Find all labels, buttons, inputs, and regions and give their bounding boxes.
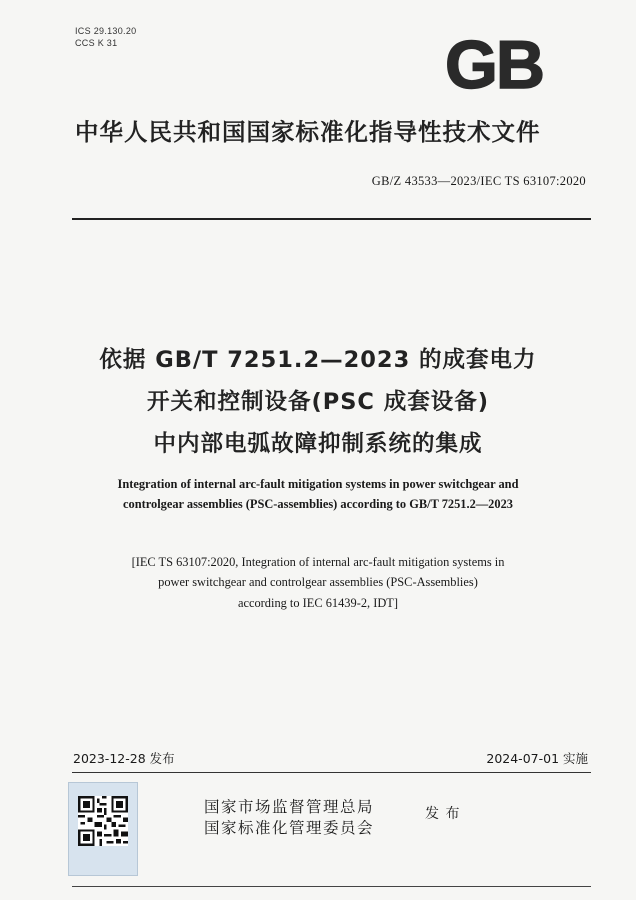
bottom-divider bbox=[72, 886, 591, 887]
gb-logo bbox=[428, 32, 560, 100]
issue-action: 发 布 bbox=[425, 806, 461, 822]
verification-qr-label bbox=[68, 782, 138, 876]
reference-line: [IEC TS 63107:2020, Integration of internal arc-fault mitigation systems in bbox=[131, 555, 505, 569]
reference-line: power switchgear and controlgear assemblies (PSC-Assemblies) bbox=[158, 575, 478, 589]
ics-code: ICS 29.130.20 bbox=[75, 26, 137, 36]
issuer-samr: 国家市场监督管理总局 bbox=[204, 798, 375, 816]
header-divider bbox=[72, 218, 591, 220]
issue-date: 2023-12-28 发布 bbox=[73, 751, 175, 766]
reference-line: according to IEC 61439-2, IDT] bbox=[237, 596, 398, 610]
chinese-title-line: 中内部电弧故障抑制系统的集成 bbox=[153, 431, 483, 457]
english-title-line: controlgear assemblies (PSC-assemblies) according to GB/T 7251.2—2023 bbox=[123, 497, 513, 511]
qr-code-icon bbox=[78, 796, 128, 850]
chinese-title-line: 依据 GB/T 7251.2—2023 的成套电力 bbox=[99, 347, 537, 373]
implementation-date: 2024-07-01 实施 bbox=[486, 751, 588, 766]
gb-logo-text: GB bbox=[445, 32, 543, 96]
chinese-title-line: 开关和控制设备(PSC 成套设备) bbox=[146, 389, 490, 415]
series-title: 中华人民共和国国家标准化指导性技术文件 bbox=[75, 118, 541, 146]
standard-number: GB/Z 43533—2023/IEC TS 63107:2020 bbox=[371, 174, 586, 188]
footer-divider bbox=[72, 772, 591, 773]
issuer-sac: 国家标准化管理委员会 bbox=[204, 819, 375, 837]
english-title-line: Integration of internal arc-fault mitigation systems in power switchgear and bbox=[117, 477, 519, 491]
ccs-code: CCS K 31 bbox=[75, 38, 118, 48]
